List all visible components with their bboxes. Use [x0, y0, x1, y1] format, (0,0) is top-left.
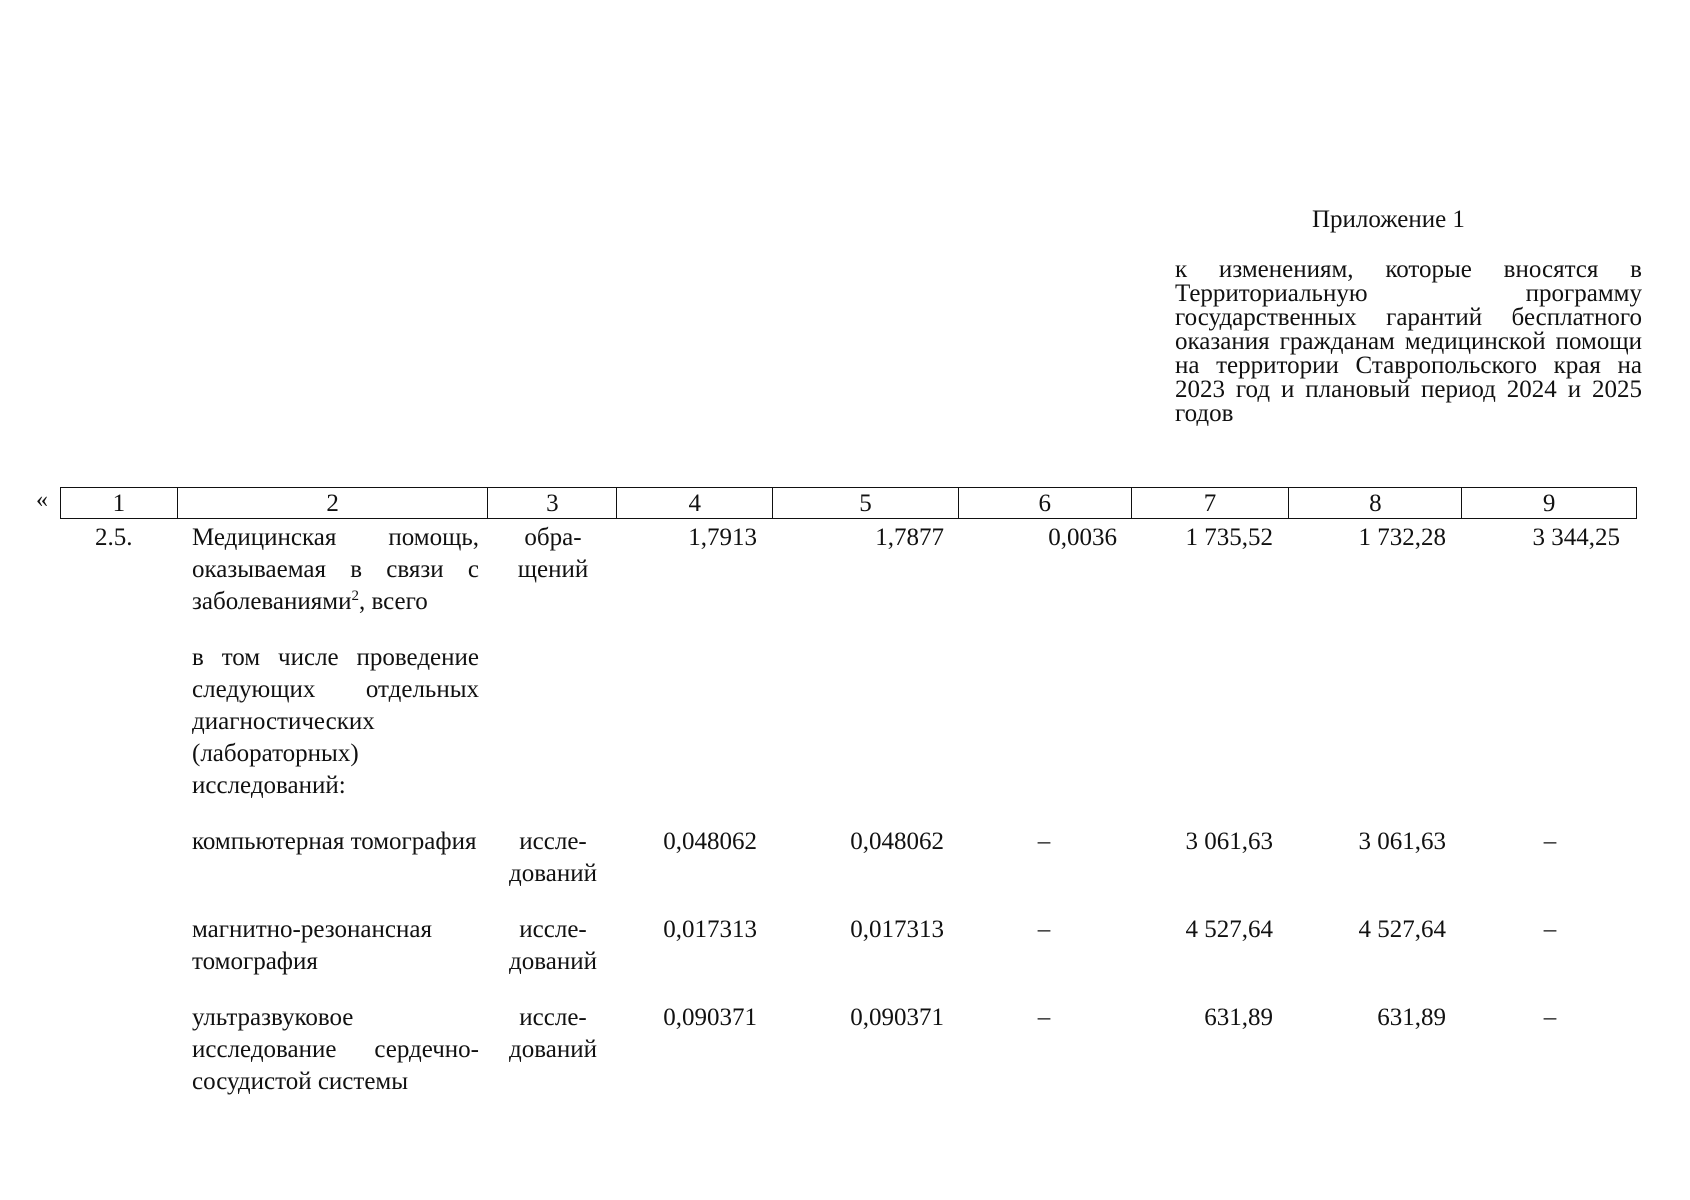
- row-value-col7: 4 527,64: [1185, 916, 1273, 943]
- row-value-col8: 1 732,28: [1358, 524, 1446, 551]
- row-value-col8: 631,89: [1377, 1004, 1446, 1031]
- row-value-col9: 3 344,25: [1532, 524, 1620, 551]
- row-value-col5: 0,017313: [850, 916, 944, 943]
- row-name: ультразвуковое исследование сердечно-сосудистой системы: [192, 1004, 479, 1095]
- header-cell: 6: [959, 488, 1132, 518]
- row-value-col4: 0,090371: [663, 1004, 757, 1031]
- row-value-col6: –: [1037, 828, 1051, 855]
- row-name-text: Медицинская помощь, оказываемая в связи с заболеваниями: [192, 524, 479, 615]
- header-cell: 3: [488, 488, 617, 518]
- row-name: [192, 522, 479, 618]
- row-value-col4: 1,7913: [688, 524, 757, 551]
- row-name-suffix: , всего: [358, 588, 428, 615]
- header-cell: 8: [1289, 488, 1462, 518]
- row-value-col5: 0,090371: [850, 1004, 944, 1031]
- row-value-col9: –: [1543, 828, 1557, 855]
- footnote-ref: 2: [351, 588, 359, 604]
- row-value-col9: –: [1543, 1004, 1557, 1031]
- table-header-row: [60, 487, 1637, 519]
- header-cell: 2: [178, 488, 489, 518]
- appendix-title: Приложение 1: [1312, 206, 1465, 233]
- row-unit: обра- щений: [517, 524, 589, 583]
- row-unit: иссле- дований: [509, 828, 597, 887]
- appendix-description: к изменениям, которые вносятся в Территориальную программу государственных гарантий бесплатного оказания гражданам медицинской помощи на территории Ставропольского края на 2023 год и плановый период 2024 и 2025 годов: [1175, 256, 1642, 427]
- row-name: компьютерная томография: [192, 828, 477, 855]
- row-value-col5: 1,7877: [875, 524, 944, 551]
- header-cell: 9: [1542, 490, 1556, 517]
- header-cell: 1: [61, 488, 178, 518]
- header-cell: 5: [773, 488, 959, 518]
- row-number: 2.5.: [95, 524, 133, 551]
- header-cell: 4: [617, 488, 773, 518]
- row-value-col7: 3 061,63: [1185, 828, 1273, 855]
- row-value-col7: 631,89: [1204, 1004, 1273, 1031]
- row-value-col7: 1 735,52: [1185, 524, 1273, 551]
- row-name: в том числе проведение следующих отдельных диагностических (лабораторных) исследований:: [192, 644, 479, 799]
- row-value-col6: 0,0036: [1048, 524, 1117, 551]
- row-value-col8: 3 061,63: [1358, 828, 1446, 855]
- row-value-col9: –: [1543, 916, 1557, 943]
- row-value-col8: 4 527,64: [1358, 916, 1446, 943]
- row-value-col4: 0,017313: [663, 916, 757, 943]
- row-value-col4: 0,048062: [663, 828, 757, 855]
- row-value-col5: 0,048062: [850, 828, 944, 855]
- row-value-col6: –: [1037, 916, 1051, 943]
- row-value-col6: –: [1037, 1004, 1051, 1031]
- opening-quote-mark: «: [36, 487, 48, 513]
- row-unit: иссле- дований: [509, 1004, 597, 1063]
- row-unit: иссле- дований: [509, 916, 597, 975]
- header-cell: 7: [1132, 488, 1290, 518]
- row-name: магнитно-резонансная томография: [192, 916, 432, 975]
